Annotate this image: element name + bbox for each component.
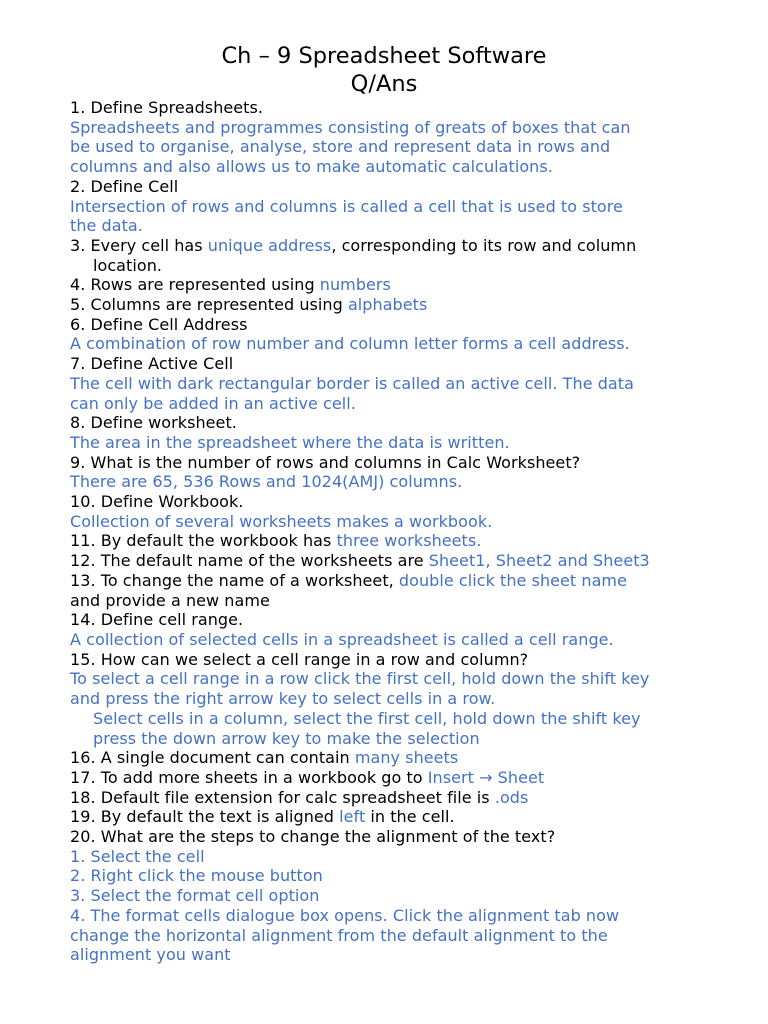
answer-10: Collection of several worksheets makes a workbook. xyxy=(70,511,493,531)
question-3-line-2: location. xyxy=(93,255,163,275)
answer-1-line-3: columns and also allows us to make automatic calculations. xyxy=(70,157,553,177)
q3-text-end: , corresponding to its row and column xyxy=(331,235,637,255)
q19-text: 19. By default the text is aligned xyxy=(70,807,340,827)
question-11 xyxy=(70,531,760,551)
qa-content xyxy=(70,98,760,965)
q4-highlight: numbers xyxy=(319,275,391,295)
q11-highlight: three worksheets. xyxy=(336,531,482,551)
q16-highlight: many sheets xyxy=(354,748,459,768)
q13-highlight: double click the sheet name xyxy=(398,570,627,590)
page-title xyxy=(0,42,768,98)
question-4 xyxy=(70,275,760,295)
question-19 xyxy=(70,807,760,827)
answer-1-line-1: Spreadsheets and programmes consisting of greats of boxes that can xyxy=(70,117,631,137)
q12-highlight: Sheet1, Sheet2 and Sheet3 xyxy=(428,551,650,571)
question-14: 14. Define cell range. xyxy=(70,610,244,630)
answer-14: A collection of selected cells in a spreadsheet is called a cell range. xyxy=(70,629,614,649)
answer-7-line-1: The cell with dark rectangular border is called an active cell. The data xyxy=(70,373,634,393)
question-13-line-2: and provide a new name xyxy=(70,590,270,610)
title-chapter: Ch – 9 Spreadsheet Software xyxy=(221,43,547,69)
answer-20-step-4-line-2: change the horizontal alignment from the default alignment to the xyxy=(70,925,608,945)
answer-2-line-2: the data. xyxy=(70,216,143,236)
q17-highlight: Insert → Sheet xyxy=(427,767,545,787)
q3-highlight: unique address xyxy=(207,235,332,255)
answer-20-step-2: 2. Right click the mouse button xyxy=(70,866,323,886)
answer-7-line-2: can only be added in an active cell. xyxy=(70,393,356,413)
question-3 xyxy=(70,236,760,256)
answer-20-step-1: 1. Select the cell xyxy=(70,846,205,866)
question-20: 20. What are the steps to change the alignment of the text? xyxy=(70,827,556,847)
q18-highlight: .ods xyxy=(494,787,529,807)
answer-20-step-4-line-3: alignment you want xyxy=(70,945,231,965)
answer-8: The area in the spreadsheet where the data is written. xyxy=(70,432,510,452)
q11-text: 11. By default the workbook has xyxy=(70,531,337,551)
q17-text: 17. To add more sheets in a workbook go to xyxy=(70,767,428,787)
question-8: 8. Define worksheet. xyxy=(70,413,237,433)
q19-highlight: left xyxy=(339,807,366,827)
answer-15-line-2: and press the right arrow key to select cells in a row. xyxy=(70,689,496,709)
question-13 xyxy=(70,571,760,591)
q18-text: 18. Default file extension for calc spreadsheet file is xyxy=(70,787,495,807)
answer-15-line-4: press the down arrow key to make the selection xyxy=(93,728,480,748)
question-17 xyxy=(70,768,760,788)
question-15: 15. How can we select a cell range in a row and column? xyxy=(70,649,529,669)
question-5 xyxy=(70,295,760,315)
q19-text-end: in the cell. xyxy=(365,807,455,827)
answer-15-line-1: To select a cell range in a row click the first cell, hold down the shift key xyxy=(70,669,650,689)
answer-6: A combination of row number and column letter forms a cell address. xyxy=(70,334,630,354)
question-18 xyxy=(70,788,760,808)
q4-text: 4. Rows are represented using xyxy=(70,275,320,295)
question-2: 2. Define Cell xyxy=(70,176,179,196)
answer-20-step-4-line-1: 4. The format cells dialogue box opens. Click the alignment tab now xyxy=(70,905,620,925)
question-9: 9. What is the number of rows and columns in Calc Worksheet? xyxy=(70,452,581,472)
q3-text: 3. Every cell has xyxy=(70,235,208,255)
q16-text: 16. A single document can contain xyxy=(70,748,355,768)
answer-15-line-3: Select cells in a column, select the first cell, hold down the shift key xyxy=(93,708,641,728)
q5-text: 5. Columns are represented using xyxy=(70,295,348,315)
answer-9: There are 65, 536 Rows and 1024(AMJ) columns. xyxy=(70,472,463,492)
answer-1-line-2: be used to organise, analyse, store and represent data in rows and xyxy=(70,137,611,157)
answer-20-step-3: 3. Select the format cell option xyxy=(70,886,320,906)
q12-text: 12. The default name of the worksheets are xyxy=(70,551,429,571)
question-6: 6. Define Cell Address xyxy=(70,314,248,334)
question-10: 10. Define Workbook. xyxy=(70,492,244,512)
question-1: 1. Define Spreadsheets. xyxy=(70,98,264,117)
q13-text: 13. To change the name of a worksheet, xyxy=(70,570,399,590)
question-7: 7. Define Active Cell xyxy=(70,354,234,374)
q5-highlight: alphabets xyxy=(347,295,428,315)
answer-2-line-1: Intersection of rows and columns is called a cell that is used to store xyxy=(70,196,623,216)
question-12 xyxy=(70,551,760,571)
question-16 xyxy=(70,748,760,768)
title-subtitle: Q/Ans xyxy=(350,71,418,97)
